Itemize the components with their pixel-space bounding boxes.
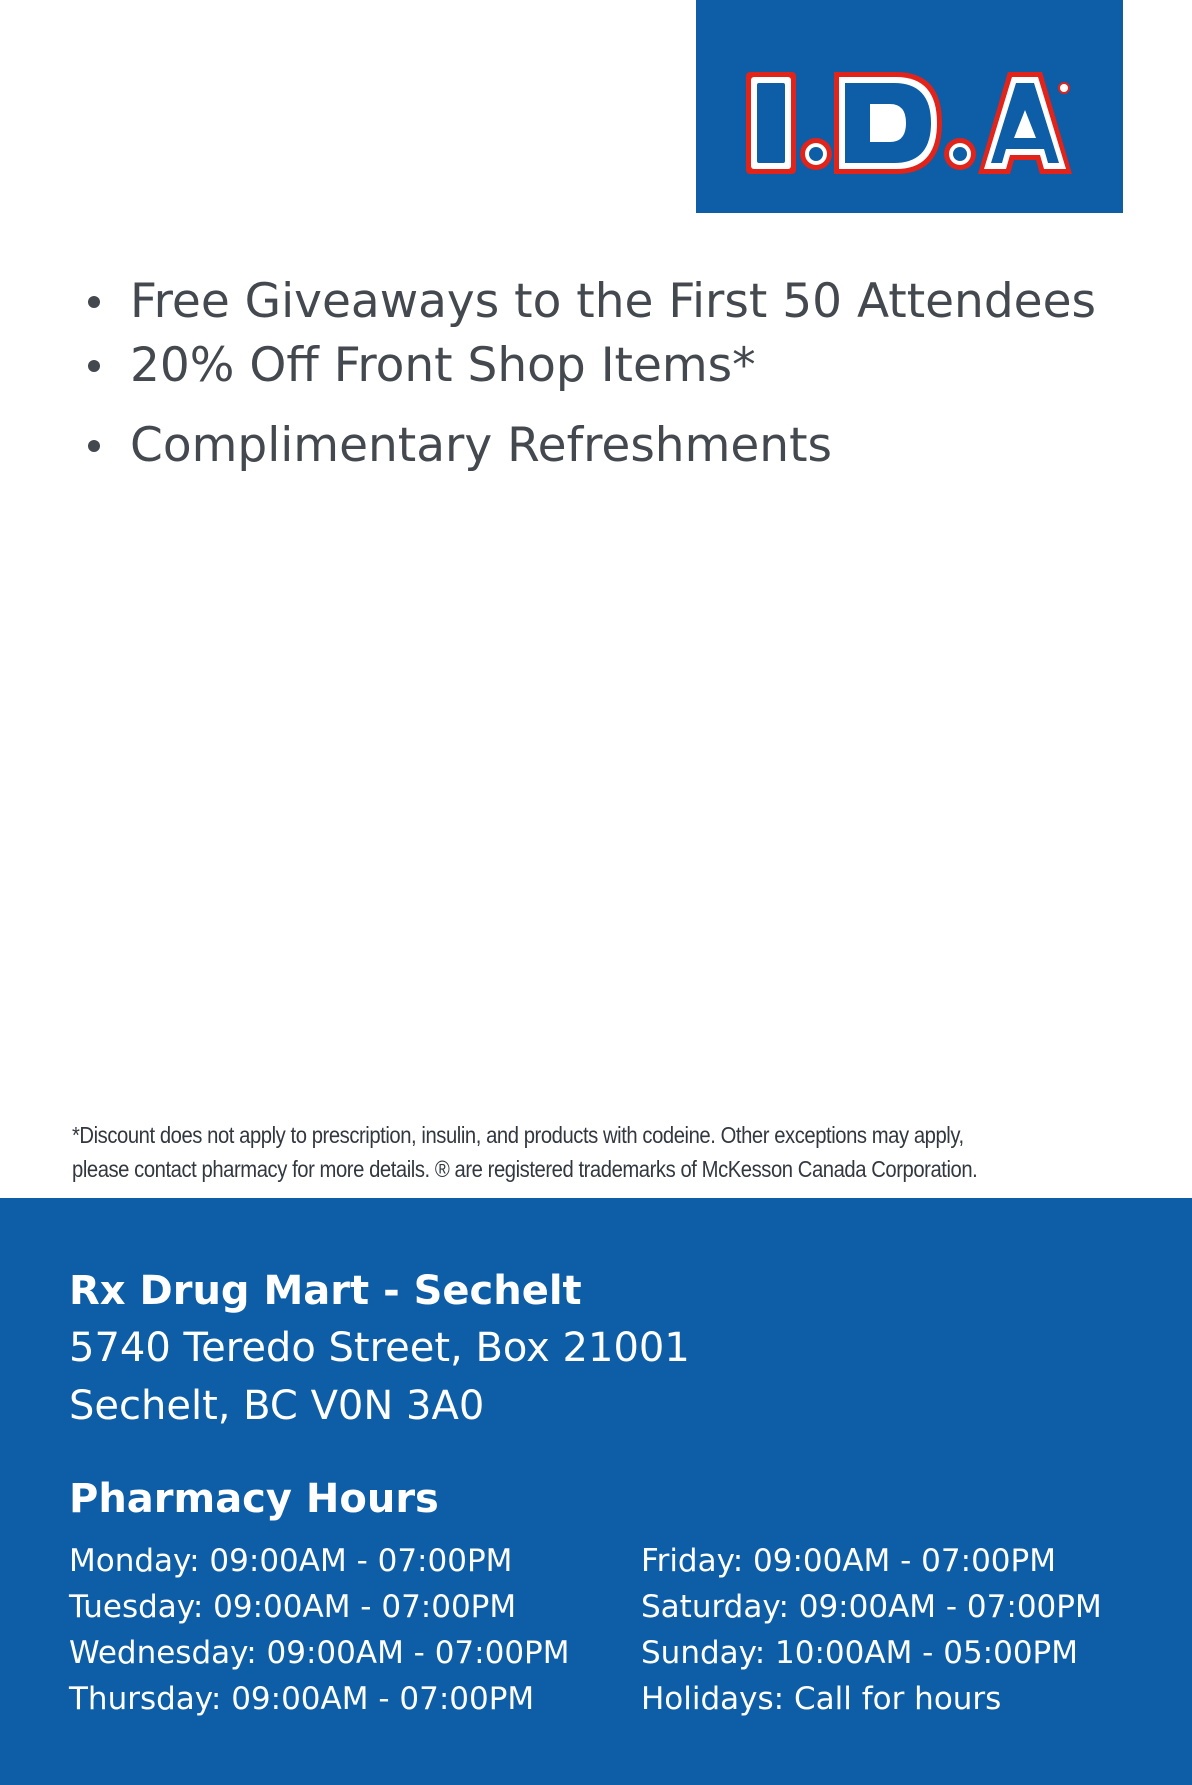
store-name: Rx Drug Mart - Sechelt	[69, 1268, 582, 1314]
disclaimer-line: please contact pharmacy for more details. ® are registered trademarks of McKesson Canada Corporation.	[72, 1156, 978, 1182]
perk-text: Free Giveaways to the First 50 Attendees	[130, 274, 1097, 329]
store-address-line: Sechelt, BC V0N 3A0	[69, 1383, 485, 1429]
perk-text: Complimentary Refreshments	[130, 418, 832, 473]
disclaimer-line: *Discount does not apply to prescription, insulin, and products with codeine. Other exceptions may apply,	[72, 1122, 964, 1148]
store-address-line: 5740 Teredo Street, Box 21001	[69, 1325, 690, 1371]
hours-column-left	[69, 1538, 569, 1722]
hours-row: Friday: 09:00AM - 07:00PM	[641, 1543, 1056, 1579]
hours-row: Thursday: 09:00AM - 07:00PM	[69, 1681, 535, 1717]
ida-logo	[746, 68, 1076, 178]
store-info-footer	[0, 1198, 1192, 1785]
ida-logo-box	[696, 0, 1123, 213]
hours-row: Monday: 09:00AM - 07:00PM	[69, 1543, 513, 1579]
bullet-icon	[88, 296, 100, 308]
hours-column-right	[641, 1538, 1102, 1722]
perk-item	[80, 334, 1096, 398]
perk-item	[80, 270, 1096, 334]
hours-row: Tuesday: 09:00AM - 07:00PM	[69, 1589, 517, 1625]
hours-row: Wednesday: 09:00AM - 07:00PM	[69, 1635, 570, 1671]
perks-list	[80, 270, 1096, 478]
disclaimer	[72, 1118, 996, 1186]
hours-row: Holidays: Call for hours	[641, 1681, 1002, 1717]
bullet-icon	[88, 360, 100, 372]
perk-item	[80, 414, 1096, 478]
hours-row: Saturday: 09:00AM - 07:00PM	[641, 1589, 1102, 1625]
pharmacy-hours-heading: Pharmacy Hours	[69, 1476, 439, 1522]
bullet-icon	[88, 440, 100, 452]
perk-text: 20% Off Front Shop Items*	[130, 338, 756, 393]
hours-row: Sunday: 10:00AM - 05:00PM	[641, 1635, 1078, 1671]
